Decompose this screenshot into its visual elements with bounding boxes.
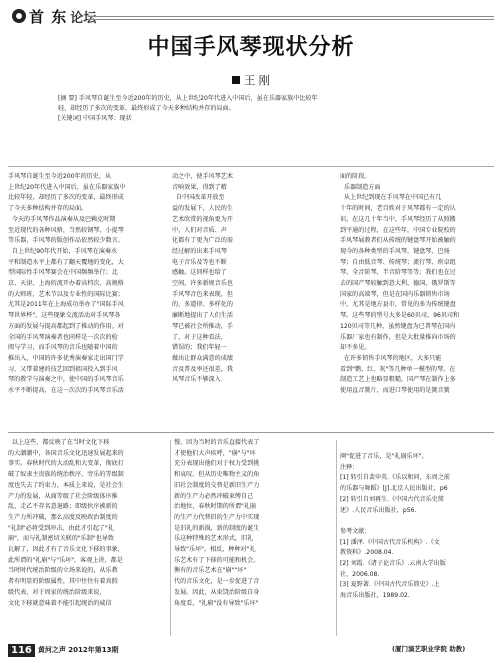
flower-icon (12, 9, 26, 23)
author-line (0, 72, 502, 88)
author-affiliation: (厦门演艺职业学院 助教) (392, 645, 466, 653)
body-column-middle-lower: 慢，因为当时的音乐直接代表了 才使他们大声疾呼，"崩"与"坏 充分表现出他们对于权力受到挑 和哀叹。但从历史唯物主义的角 旧社会制度的交替是新旧生产力 新的生产力必然冲破束缚自己 治地位，春秋时期的所谓"礼崩 的生产力代替旧的生产力中实现 是旧礼的新损，新的制度的诞生 乐这种特殊的艺术形式，旧礼 导致"乐坏"，相反，种种对"礼 乐艺术有了下移的可能和机会。 衡有的音乐艺术在"崩""坏" 代的音乐文化，是一步促进了音 发展。因此，从束饶治阶级自身 角度看，"礼崩"没有导致"乐坏" (174, 439, 260, 607)
column-name: 论坛 (70, 10, 97, 26)
body-column-left-lower: 以上这些，都反映了在当时文化下移 的大潮潮中，各国音乐文化迅速发展起来的 事实。春秋时代的大动乱和大变革，彻底打 破了奴隶主贵族的统治秩序，旁乐的等级制 度也失去了约束力，本质上来说，是社会生 产力的发展，从商等级了社会阶级体序推 乱，走乙不存名意退路；即级伙序被新的 生产力所冲破，那么高度反映政治制度的 "礼制"必将受到冲击，由此才引起了"礼 崩"，而与礼制密切关联的"乐制"也导致 瓦解了，因此才有了音乐文化下移的事象， 此所谓的"礼崩"与"乐坏"，客观上讲，都是 当时时代统治阶级的立场来说的，从乐教 者有明显的阶级属性，其中往往有着真假 级代表，对于周家的统治阶级来说， 文化下移就意味着不能引起统治的威信 (8, 439, 124, 607)
logo-text: 首 东 (29, 7, 68, 26)
header-rule (88, 16, 494, 20)
page-footer (8, 643, 119, 657)
page-number: 116 (8, 644, 35, 657)
magazine-issue: 黄河之声 2012年第13期 (37, 646, 119, 654)
column-divider (170, 440, 171, 636)
body-column-left: 手风琴自诞生至今近200年的历史，从 上世纪20年代进入中国后，虽在乐器家族中 比较年轻，却经历了多次的变革，最终形成 了今天多种结构并存的局面。 今天的手风琴作品演奏从及巴赖克时期 至近现代的各种风格，当然较钢琴、小提琴 等乐器，手风琴的版创作品依然较少数言。 自上世纪90年代开始，手风琴在演奏水 平和制造水平上都有了翻天覆地的变化，大 型国际性手风琴赛会在中国频频举行；北 京、天津、上海的流开办着高档次、高规格 的大师班，艺术节以及专业性的国际比赛； 尤其是2011年在上海成功举办了"国际手风 琴世界杯"，这些现象交流活动对手风琴各 方面的发展与提高都起到了推动的作用。对 全国的手风琴演奏者也同样是一次次的检 阅与学习，而手风琴的音乐也随着中国的 推出入，中国的许多优秀演奏家走出国门学 习，又带着建的技艺回到祖国投入到手风 琴的教学与演奏之中，使中国的手风琴音乐 水平不断提高，在这一次次的手风琴音乐活 (8, 173, 126, 395)
body-column-middle: 动之中，使手风琴艺术 音响效果，得到了精 自中国改革开放至 益的发展下，人民的生 艺术欣赏的视角更为开 中，人们对音质、声 化都有了更为广泛的需 经过解的出来手风琴 电子音乐及等也不断 感触。这同样也给了 空间，许多新规音乐也 手风琴音色来表现，但 的，多道律、多样化的 廉断地提出了人们生活 琴已被社会所推动，手 了，对于这种看法， 错误的；我们年轻一 做出让群众满意的成绩 音及普及率还很差，我 风琴音乐不够深入 (172, 173, 233, 384)
column-divider (336, 440, 337, 636)
page-header (8, 6, 494, 28)
references: 阐"促进了音乐，是"礼崩乐坏"。 注释： [1] 转引自裴申英.《乐以和同，东周之前 的乐器与舞蹈》[J].北京人民出版社，p6 [2] 转引自刘再生.《中国古代音乐史简 述》.人民音乐出版社，p56. 参考文献： [1] 潘泽.《中国古代音乐机构》.《文 教资料》.2008.04. [2] 刘霞.《诸子论音乐》.云南大学出版 社，2006.08. [3] 夏野著.《中国古代音乐简史》.上 海音乐出版社，1989.02. (340, 453, 451, 600)
abstract: [摘 要] 手风琴自诞生至今近200年的历史，从上世纪20年代进入中国后，虽在乐器家族中比较年 轻，却经历了多次的变革，最终形成了今天多种结构并存的局面。 [关键词] 中国手风琴；现状 (58, 95, 318, 122)
author-name: 王 刚 (244, 74, 270, 87)
body-column-right: 面的阶段。 乐器制造方面 从上世纪到现在手风琴在中国已有几 十年的时间，老百姓对于风琴都有一定的认 识。在这几十年当中，手风琴经历了从照搬 到平通的过程，在这些年，中国专业院校的 手风琴展教者们从传统的键盘琴开始被触的 现今的各种类型的手风琴，键盘琴、巴扬 琴；自由低音琴、传统琴；流行琴、班卓组 琴、全音阶琴、半音阶琴等等；我们也在过 去的国产琴较触到意大利、德国、俄罗斯等 国家的高端琴，但是在国内乐器销售市场 中，尤其是地方县市，常见的多为传统键盘 琴。这些琴的型号大多是60贝司、96贝司和 120贝司等几种，虽然键盘为已普琴在国内 乐器厂家也有制作，但是大批量推向市场的 却不多见。 在许多销售手风琴的地区，大多只能 看到"鹦、红、灰"等几种单一模型的琴，在 制造工艺上也略显粗糙，国产琴在制作上多 使用直音簧片，而进口琴使用的是簧音簧 (340, 173, 460, 395)
article-title: 中国手风琴现状分析 (147, 35, 355, 60)
magazine-logo (8, 6, 100, 26)
divider (8, 166, 494, 167)
square-bullet-icon (232, 76, 240, 84)
section-divider (8, 432, 494, 433)
